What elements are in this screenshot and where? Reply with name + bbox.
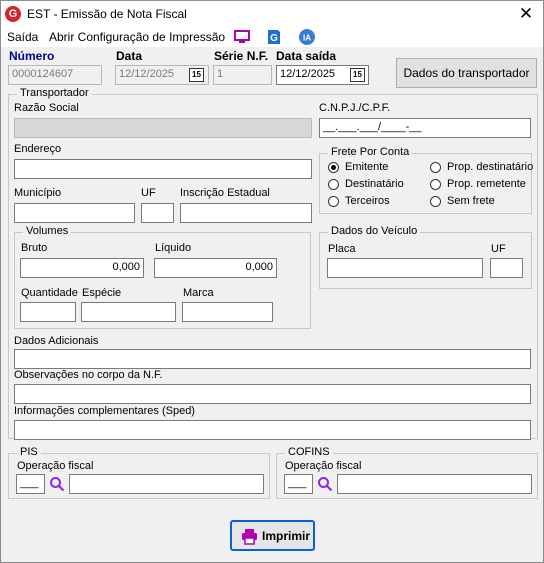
svg-text:IA: IA xyxy=(303,33,311,43)
marca-field[interactable] xyxy=(182,302,273,322)
uf-label: UF xyxy=(141,187,156,199)
ai-assistant-icon[interactable] xyxy=(298,28,316,46)
radio-prop-destinatario-label: Prop. destinatário xyxy=(447,161,534,173)
radio-terceiros-label: Terceiros xyxy=(345,195,390,207)
dados-adicionais-label: Dados Adicionais xyxy=(14,335,99,347)
pis-operacao-description-field[interactable] xyxy=(69,474,264,494)
placa-field[interactable] xyxy=(327,258,483,278)
inscricao-estadual-field[interactable] xyxy=(180,203,312,223)
liquido-field[interactable]: 0,000 xyxy=(154,258,277,278)
dados-adicionais-field[interactable] xyxy=(14,349,531,369)
radio-prop-destinatario[interactable] xyxy=(430,162,441,173)
veiculo-uf-field[interactable] xyxy=(490,258,523,278)
radio-sem-frete[interactable] xyxy=(430,196,441,207)
endereco-label: Endereço xyxy=(14,143,62,155)
liquido-label: Líquido xyxy=(155,242,192,254)
inscricao-estadual-label: Inscrição Estadual xyxy=(180,187,270,199)
data-saida-label: Data saída xyxy=(276,49,337,63)
especie-label: Espécie xyxy=(82,287,122,299)
radio-emitente-label: Emitente xyxy=(345,161,389,173)
data-label: Data xyxy=(116,49,143,63)
data-field-value: 12/12/2025 xyxy=(119,68,175,80)
municipio-label: Município xyxy=(14,187,62,199)
quantidade-field[interactable] xyxy=(20,302,76,322)
endereco-field[interactable] xyxy=(14,159,312,179)
imprimir-label: Imprimir xyxy=(262,529,311,543)
transportador-title: Transportador xyxy=(17,87,92,99)
observacoes-field[interactable] xyxy=(14,384,531,404)
pis-title: PIS xyxy=(17,446,41,458)
cnpj-field[interactable]: __.___.___/____-__ xyxy=(319,118,531,138)
serie-field[interactable]: 1 xyxy=(213,65,272,85)
pis-search-icon[interactable] xyxy=(49,476,65,492)
svg-text:G: G xyxy=(270,33,278,44)
especie-field[interactable] xyxy=(81,302,176,322)
municipio-field[interactable] xyxy=(14,203,135,223)
menu-saida[interactable]: Saída xyxy=(7,30,39,44)
veiculo-uf-label: UF xyxy=(491,243,506,255)
bruto-label: Bruto xyxy=(21,242,48,254)
printer-icon xyxy=(241,528,258,545)
informacoes-complementares-label: Informações complementares (Sped) xyxy=(14,405,195,417)
serie-label: Série N.F. xyxy=(214,49,269,63)
veiculo-title: Dados do Veículo xyxy=(328,225,420,237)
title-bar xyxy=(1,1,543,27)
dados-transportador-button[interactable]: Dados do transportador xyxy=(396,58,537,88)
radio-prop-remetente[interactable] xyxy=(430,179,441,190)
informacoes-complementares-field[interactable] xyxy=(14,420,531,440)
menu-abrir-configuracao[interactable]: Abrir Configuração de Impressão xyxy=(49,30,226,44)
window-title: EST - Emissão de Nota Fiscal xyxy=(27,7,187,21)
quantidade-label: Quantidade xyxy=(21,287,78,299)
numero-field[interactable]: 0000124607 xyxy=(8,65,102,85)
cofins-operacao-code-field[interactable]: ___ xyxy=(284,474,313,494)
marca-label: Marca xyxy=(183,287,214,299)
frete-title: Frete Por Conta xyxy=(328,146,412,158)
placa-label: Placa xyxy=(328,243,356,255)
uf-field[interactable] xyxy=(141,203,174,223)
observacoes-label: Observações no corpo da N.F. xyxy=(14,369,163,381)
radio-destinatario-label: Destinatário xyxy=(345,178,404,190)
radio-destinatario[interactable] xyxy=(328,179,339,190)
pis-operacao-label: Operação fiscal xyxy=(17,460,94,472)
cofins-operacao-label: Operação fiscal xyxy=(285,460,362,472)
radio-prop-remetente-label: Prop. remetente xyxy=(447,178,526,190)
cofins-search-icon[interactable] xyxy=(317,476,333,492)
data-saida-calendar-icon[interactable]: 15 xyxy=(350,68,365,82)
data-calendar-icon[interactable]: 15 xyxy=(189,68,204,82)
razao-social-label: Razão Social xyxy=(14,102,79,114)
data-saida-value: 12/12/2025 xyxy=(280,68,336,80)
cofins-operacao-description-field[interactable] xyxy=(337,474,532,494)
imprimir-button[interactable] xyxy=(230,520,315,551)
volumes-title: Volumes xyxy=(23,225,71,237)
close-button[interactable]: ✕ xyxy=(518,4,534,23)
pis-operacao-code-field[interactable]: ___ xyxy=(16,474,45,494)
menu-bar xyxy=(1,27,543,47)
cnpj-label: C.N.P.J./C.P.F. xyxy=(319,102,391,114)
radio-sem-frete-label: Sem frete xyxy=(447,195,495,207)
razao-social-field[interactable] xyxy=(14,118,312,138)
app-logo-icon: G xyxy=(5,6,21,22)
radio-emitente[interactable] xyxy=(328,162,339,173)
cofins-title: COFINS xyxy=(285,446,333,458)
document-g-icon[interactable] xyxy=(265,28,283,46)
monitor-icon[interactable] xyxy=(233,28,251,46)
bruto-field[interactable]: 0,000 xyxy=(20,258,144,278)
radio-terceiros[interactable] xyxy=(328,196,339,207)
numero-label: Número xyxy=(9,49,55,63)
